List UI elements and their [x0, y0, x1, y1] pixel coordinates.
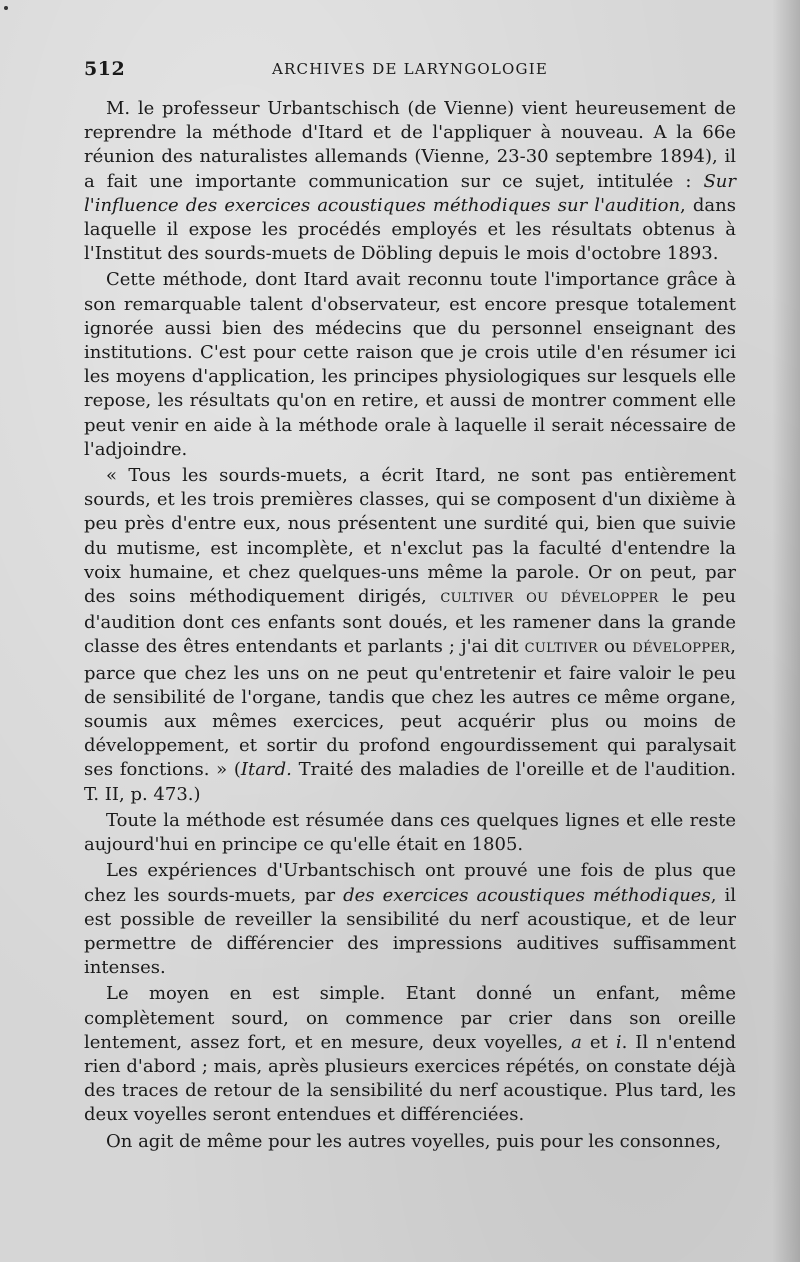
text-run: , il est possible de reveiller la sensibilité du nerf acoustique, et de leur permettre de différencier des impressions auditives suffisamment intenses.: [84, 884, 736, 979]
running-head: [84, 58, 736, 86]
text-run: et: [581, 1031, 616, 1053]
text-run: M. le professeur Urbantschisch (de Vienne) vient heureusement de reprendre la méthode d'Itard et de l'appliquer à nouveau. A la 66e réunion des naturalistes allemands (Vienne, 23-30 septembre 1894), il a fait une importante communication sur ce sujet, intitulée :: [84, 98, 736, 192]
text-run: le peu d'audition dont ces enfants sont doués, et les ramener dans la grande classe des êtres entendants et parlants ; j'ai dit: [84, 586, 736, 658]
text-run: « Tous les sourds-muets, a écrit Itard, ne sont pas entièrement sourds, et les trois premières classes, qui se composent d'un dixième à peu près d'entre eux, nous présentent une surdité qui, bien que suivie du mutisme, est incomplète, et n'exclut pas la faculté d'entendre la voix humaine, et chez quelques-uns même la parole. Or on peut, par des soins méthodiquement dirigés,: [84, 465, 736, 608]
italic-text: des exercices acoustiques méthodiques: [343, 884, 711, 906]
text-run: Le moyen en est simple. Etant donné un enfant, même complètement sourd, on commence par crier dans son oreille lentement, assez fort, et en mesure, deux voyelles,: [84, 983, 736, 1053]
paragraph: [84, 1130, 736, 1154]
small-caps-text: CULTIVER OU DÉVELOPPER: [440, 591, 659, 607]
paragraph: [84, 982, 736, 1127]
journal-title: ARCHIVES DE LARYNGOLOGIE: [271, 60, 549, 78]
text-run: Les expériences d'Urbantschisch ont prouvé une fois de plus que chez les sourds-muets, par: [84, 860, 736, 906]
italic-text: Itard.: [240, 759, 292, 781]
paragraph: [84, 859, 736, 980]
italic-text: i: [615, 1031, 622, 1053]
text-run: . Il n'entend rien d'abord ; mais, après plusieurs exercices répétés, on constate déjà des traces de retour de la sensibilité du nerf acoustique. Plus tard, les deux voyelles seront entendues et différenciées.: [84, 1031, 736, 1126]
italic-text: Sur l'influence des exercices acoustiques méthodiques sur l'audition: [84, 170, 736, 216]
body-text: [84, 97, 736, 1156]
text-run: Cette méthode, dont Itard avait reconnu toute l'importance grâce à son remarquable talent d'observateur, est encore presque totalement ignorée aussi bien des médecins que du personnel enseignant des institutions. C'est pour cette raison que je crois utile d'en résumer ici les moyens d'application, les principes physiologiques sur lesquels elle repose, les résultats qu'on en retire, et aussi de montrer comment elle peut venir en aide à la méthode orale à laquelle il serait nécessaire de l'adjoindre.: [84, 269, 736, 460]
print-speck: [4, 6, 8, 10]
paragraph: [84, 268, 736, 462]
text-run: ou: [597, 636, 633, 658]
paragraph: [84, 809, 736, 857]
page-edge-shadow: [772, 0, 800, 1262]
text-run: , dans laquelle il expose les procédés employés et les résultats obtenus à l'Institut des sourds-muets de Döbling depuis le mois d'octobre 1893.: [84, 194, 736, 265]
small-caps-text: CULTIVER: [524, 641, 598, 657]
paragraph: [84, 97, 736, 266]
text-run: Toute la méthode est résumée dans ces quelques lignes et elle reste aujourd'hui en principe ce qu'elle était en 1805.: [84, 809, 736, 856]
italic-text: a: [571, 1031, 582, 1053]
page-number: 512: [84, 58, 126, 80]
small-caps-text: DÉVELOPPER: [632, 641, 731, 657]
text-run: Traité des maladies de l'oreille et de l'audition. T. II, p. 473.): [84, 759, 736, 805]
text-run: On agit de même pour les autres voyelles, puis pour les consonnes,: [106, 1130, 722, 1152]
paragraph: [84, 464, 736, 807]
text-run: , parce que chez les uns on ne peut qu'entretenir et faire valoir le peu de sensibilité de l'organe, tandis que chez les autres ce même organe, soumis aux mêmes exercices, peut acquérir plus ou moins de développement, et sortir du profond engourdissement qui paralysait ses fonctions. » (: [84, 636, 736, 781]
